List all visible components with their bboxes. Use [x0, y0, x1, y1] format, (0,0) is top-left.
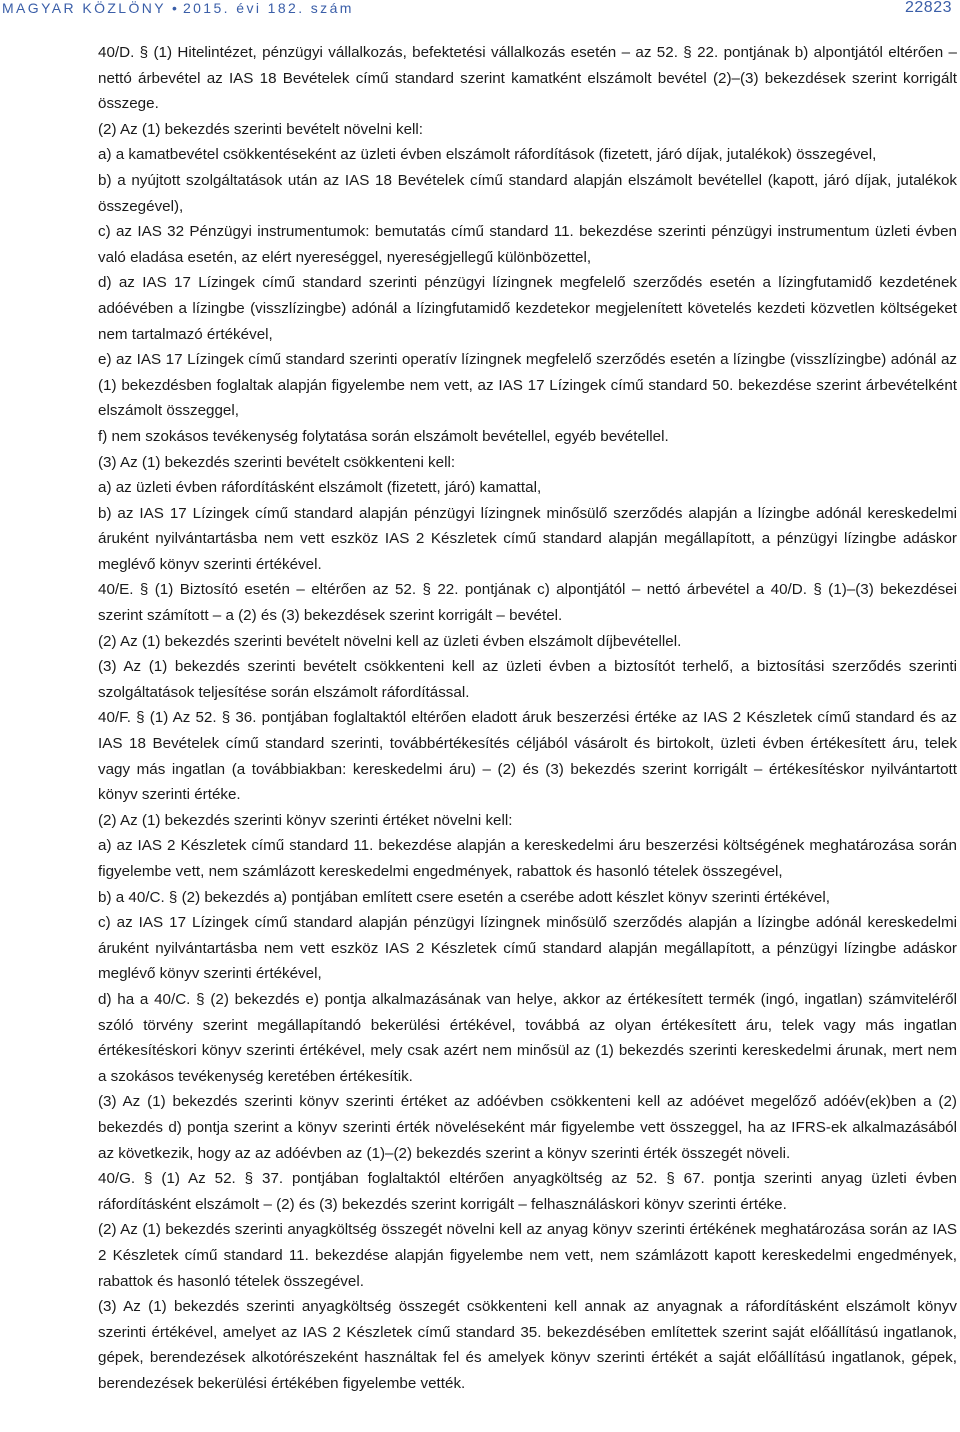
paragraph: a) az IAS 2 Készletek című standard 11. bekezdése alapján a kereskedelmi áru beszerzési költségének meghatározása során figyelembe vett, nem számlázott kereskedelmi engedmények, rabattok és hasonló tételek összegével, [98, 837, 957, 880]
paragraph: b) a 40/C. § (2) bekezdés a) pontjában említett csere esetén a cserébe adott készlet könyv szerinti értékével, [98, 888, 830, 906]
paragraph: a) a kamatbevétel csökkentéseként az üzleti évben elszámolt ráfordítások (fizetett, járó díjak, jutalékok) összegével, [98, 146, 877, 164]
separator-bullet: • [172, 0, 177, 16]
paragraph: e) az IAS 17 Lízingek című standard szerinti operatív lízingnek megfelelő szerződés esetén a lízingbe (visszlízingbe) adónál az (1) bekezdésben foglaltak alapján figyelembe nem vett, az IAS 17 Lízingek című standard 50. bekezdése szerint árbevételként elszámolt összeggel, [98, 351, 957, 420]
paragraph: (2) Az (1) bekezdés szerinti könyv szerinti értéket növelni kell: [98, 811, 513, 829]
paragraph: (2) Az (1) bekezdés szerinti anyagköltség összegét növelni kell az anyag könyv szerinti értékének meghatározása során az IAS 2 Készletek című standard 11. bekezdése alapján figyelembe nem vett, nem számlázott kapott kereskedelmi engedmények, rabattok és hasonló tételek összegével. [98, 1221, 957, 1290]
paragraph: c) az IAS 32 Pénzügyi instrumentumok: bemutatás című standard 11. bekezdése szerinti pénzügyi instrumentum üzleti évben való eladása esetén, az elért nyereséggel, nyereségjellegű különbözettel, [98, 223, 957, 266]
paragraph: d) az IAS 17 Lízingek című standard szerinti pénzügyi lízingnek megfelelő szerződés esetén a lízingfutamidő kezdetének adóévében a lízingbe (visszlízingbe) adónál a lízingfutamidő kezdetekor megjelenített követelés kezdeti közvetlen költségeket nem tartalmazó értékével, [98, 274, 957, 343]
paragraph: 40/D. § (1) Hitelintézet, pénzügyi vállalkozás, befektetési vállalkozás esetén – az 52. § 22. pontjának b) alpontjától eltérően – nettó árbevétel az IAS 18 Bevételek című standard szerint kamatként elszámolt bevétel (2)–(3) bekezdések szerint korrigált összege. [98, 44, 957, 113]
paragraph: 40/G. § (1) Az 52. § 37. pontjában foglaltaktól eltérően anyagköltség az 52. § 67. pontja szerinti anyag üzleti évben ráfordításként elszámolt – (2) és (3) bekezdés szerint korrigált – felhasználáskori könyv szerinti értéke. [98, 1170, 957, 1213]
paragraph: c) az IAS 17 Lízingek című standard alapján pénzügyi lízingnek minősülő szerződés alapján a lízingbe adónál kereskedelmi áruként nyilvántartásba nem vett eszköz IAS 2 Készletek című standard alapján megállapított, a pénzügyi lízingbe adáskor meglévő könyv szerinti értékével, [98, 914, 957, 983]
paragraph: d) ha a 40/C. § (2) bekezdés e) pontja alkalmazásának van helye, akkor az értékesített termék (ingó, ingatlan) számviteléről szóló törvény szerint megállapítandó bekerülési értékével, továbbá az olyan értékesített áru, telek vagy más ingatlan értékesítéskori könyv szerinti értékével, mely csak azért nem minősül az (1) bekezdés szerinti kereskedelmi árunak, mert nem a szokásos tevékenység keretében értékesítik. [98, 990, 957, 1085]
paragraph: 40/E. § (1) Biztosító esetén – eltérően az 52. § 22. pontjának c) alpontjától – nettó árbevétel a 40/D. § (1)–(3) bekezdései szerint számított – a (2) és (3) bekezdések szerint korrigált – bevétel. [98, 581, 957, 625]
paragraph: 40/F. § (1) Az 52. § 36. pontjában foglaltaktól eltérően eladott áruk beszerzési értéke az IAS 2 Készletek című standard és az IAS 18 Bevételek című standard szerinti, továbbértékesítés céljából vásárolt és birtokolt, üzleti évben értékesített áru, telek vagy más ingatlan (a továbbiakban: kereskedelmi áru) – (2) és (3) bekezdés szerint korrigált – értékesítéskor nyilvántartott könyv szerinti értéke. [98, 709, 957, 804]
document-body [98, 40, 957, 1396]
paragraph: f) nem szokásos tevékenység folytatása során elszámolt bevétellel, egyéb bevétellel. [98, 427, 669, 445]
paragraph: b) a nyújtott szolgáltatások után az IAS 18 Bevételek című standard alapján elszámolt bevétellel (kapott, járó díjak, jutalékok összegével), [98, 171, 957, 215]
paragraph: (3) Az (1) bekezdés szerinti bevételt csökkenteni kell az üzleti évben a biztosítót terhelő, a biztosítási szerződés szerinti szolgáltatások teljesítése során elszámolt ráfordítással. [98, 658, 957, 701]
paragraph: (3) Az (1) bekezdés szerinti anyagköltség összegét csökkenteni kell annak az anyagnak a ráfordításként elszámolt könyv szerinti értékével, amelyet az IAS 2 Készletek című standard 35. bekezdésében említettek szerint saját előállítású ingatlanok, gépek, berendezések alkotórészeként használtak fel és amelyek könyv szerinti értékét a saját előállítású ingatlanok, gépek, berendezések bekerülési értékében figyelembe vették. [98, 1298, 957, 1392]
paragraph: (2) Az (1) bekezdés szerinti bevételt növelni kell az üzleti évben elszámolt díjbevétellel. [98, 632, 682, 650]
journal-name: MAGYAR KÖZLÖNY [2, 0, 167, 16]
paragraph: (3) Az (1) bekezdés szerinti bevételt csökkenteni kell: [98, 453, 456, 471]
paragraph: (3) Az (1) bekezdés szerinti könyv szerinti értéket az adóévben csökkenteni kell az adóévet megelőző adóév(ek)ben a (2) bekezdés d) pontja szerint a könyv szerinti érték növeléseként már figyelembe vett összeggel, ha az IFRS-ek alkalmazásából az következik, hogy az az adóévben az (1)–(2) bekezdés szerint a könyv szerinti érték összegét növeli. [98, 1093, 957, 1162]
paragraph: a) az üzleti évben ráfordításként elszámolt (fizetett, járó) kamattal, [98, 479, 542, 497]
issue-info: 2015. évi 182. szám [182, 0, 354, 16]
page-number: 22823 [905, 0, 952, 16]
paragraph: b) az IAS 17 Lízingek című standard alapján pénzügyi lízingnek minősülő szerződés alapján a lízingbe adónál kereskedelmi áruként nyilvántartásba nem vett eszköz IAS 2 Készletek című standard alapján megállapított, a pénzügyi lízingbe adáskor meglévő könyv szerinti értékével. [98, 504, 957, 573]
page-header [0, 0, 960, 26]
journal-title [2, 0, 354, 16]
paragraph: (2) Az (1) bekezdés szerinti bevételt növelni kell: [98, 120, 423, 138]
